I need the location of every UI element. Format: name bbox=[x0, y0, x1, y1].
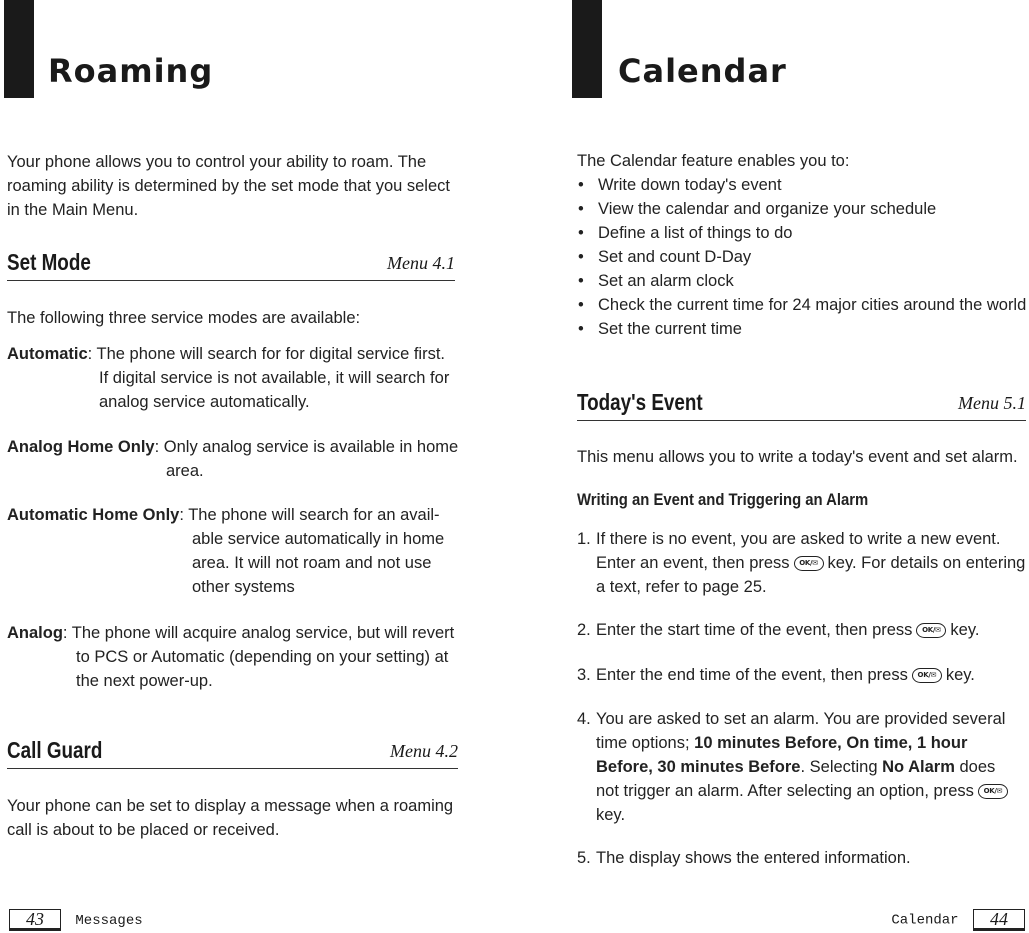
page-title: Calendar bbox=[618, 52, 787, 90]
ok-key-icon: OK/✉ bbox=[916, 623, 946, 638]
step-1: 1. If there is no event, you are asked to write a new event. Enter an event, then press OK/✉ key. For details on entering a text, refer to page 25. bbox=[577, 530, 1026, 596]
list-item: • View the calendar and organize your schedule bbox=[577, 197, 1026, 221]
set-mode-heading: Set Mode Menu 4.1 bbox=[7, 249, 455, 281]
step-4: 4. You are asked to set an alarm. You are provided several time options; 10 minutes Before, On time, 1 hour Before, 30 minutes Before. Selecting No Alarm does not trigger an alarm. After selecting an option, press OK/✉ key. bbox=[577, 707, 1029, 827]
page-title: Roaming bbox=[48, 52, 214, 90]
page-number: 43 bbox=[9, 909, 61, 931]
mode-analog: Analog: The phone will acquire analog service, but will revert to PCS or Automatic (depending on your setting) at the next power-up. bbox=[7, 624, 455, 690]
call-guard-text: Your phone can be set to display a message when a roaming call is about to be placed or received. bbox=[7, 797, 454, 839]
set-mode-lead: The following three service modes are available: bbox=[7, 309, 361, 327]
list-item: • Set an alarm clock bbox=[577, 269, 1026, 293]
list-item: • Write down today's event bbox=[577, 173, 1026, 197]
ok-key-icon: OK/✉ bbox=[794, 556, 824, 571]
running-footer: Messages bbox=[75, 912, 143, 929]
list-item: • Set the current time bbox=[577, 317, 1026, 341]
list-item: • Set and count D-Day bbox=[577, 245, 1026, 269]
right-footer bbox=[891, 909, 1025, 931]
title-bar bbox=[4, 0, 34, 98]
call-guard-heading: Call Guard Menu 4.2 bbox=[7, 737, 458, 769]
calendar-intro: The Calendar feature enables you to: bbox=[577, 152, 850, 170]
page-number: 44 bbox=[973, 909, 1025, 931]
sub-heading: Writing an Event and Triggering an Alarm bbox=[577, 491, 869, 509]
mode-automatic: Automatic: The phone will search for for digital service first. If digital service is not available, it will search for analog service automatically. bbox=[7, 345, 450, 411]
todays-event-heading: Today's Event Menu 5.1 bbox=[577, 389, 1026, 421]
step-3: 3. Enter the end time of the event, then press OK/✉ key. bbox=[577, 666, 975, 684]
left-footer bbox=[9, 909, 143, 931]
running-footer: Calendar bbox=[891, 912, 959, 929]
step-2: 2. Enter the start time of the event, then press OK/✉ key. bbox=[577, 621, 980, 639]
right-page bbox=[566, 0, 1029, 933]
todays-event-lead: This menu allows you to write a today's event and set alarm. bbox=[577, 448, 1018, 466]
list-item: • Define a list of things to do bbox=[577, 221, 1026, 245]
ok-key-icon: OK/✉ bbox=[912, 668, 942, 683]
roaming-intro: Your phone allows you to control your ability to roam. The roaming ability is determined by the set mode that you select in the Main Menu. bbox=[7, 153, 450, 219]
title-bar bbox=[572, 0, 602, 98]
mode-analog-home-only: Analog Home Only: Only analog service is available in home area. bbox=[7, 438, 459, 480]
ok-key-icon: OK/✉ bbox=[978, 784, 1008, 799]
mode-automatic-home-only: Automatic Home Only: The phone will search for an avail- able service automatically in home area. It will not roam and not use other systems bbox=[7, 506, 445, 596]
left-page bbox=[0, 0, 505, 933]
feature-list bbox=[577, 173, 1026, 341]
list-item: • Check the current time for 24 major cities around the world bbox=[577, 293, 1026, 317]
step-5: 5. The display shows the entered information. bbox=[577, 849, 911, 867]
